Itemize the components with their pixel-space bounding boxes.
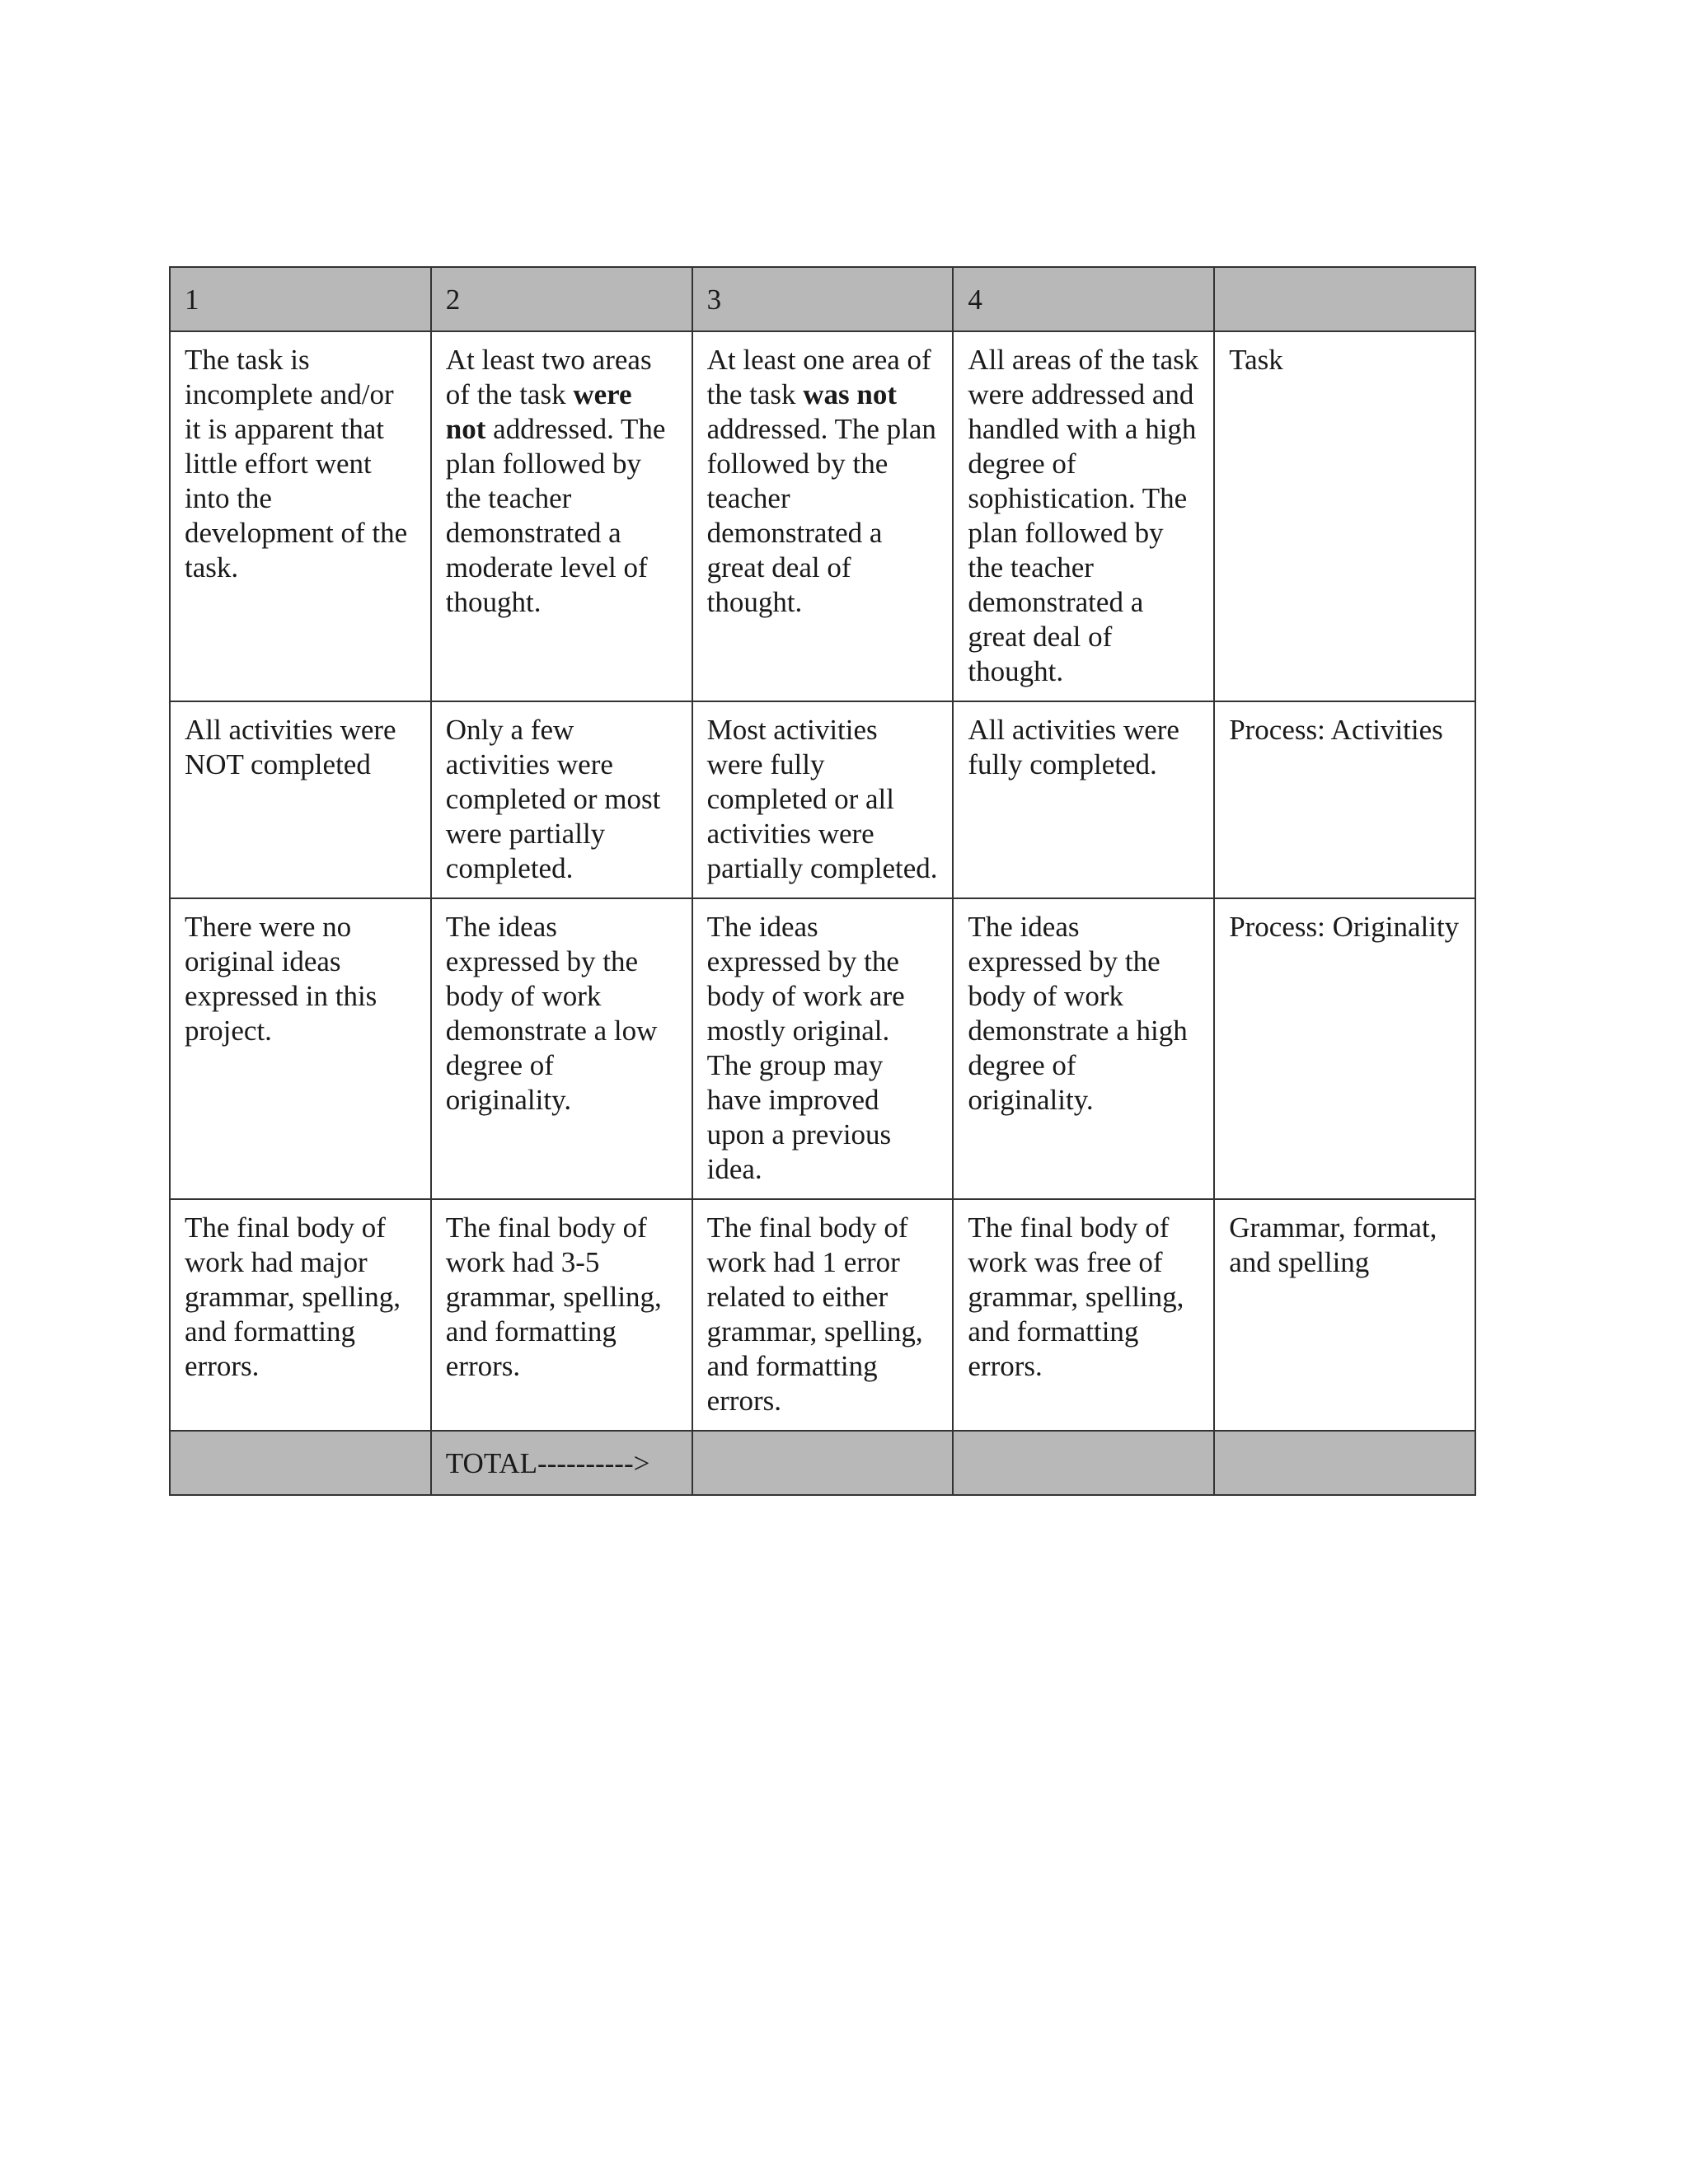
task-score-3-after: addressed. The plan followed by the teacher demonstrated a great deal of thought. xyxy=(706,413,936,618)
task-score-2-after: addressed. The plan followed by the teacher demonstrated a moderate level of thought. xyxy=(445,413,666,618)
score-header-4: 4 xyxy=(953,267,1214,331)
originality-score-1: There were no original ideas expressed in this project. xyxy=(170,898,431,1199)
activities-score-2: Only a few activities were completed or most were partially completed. xyxy=(431,701,692,898)
table-row xyxy=(170,331,1475,701)
task-score-3 xyxy=(692,331,954,701)
rubric-table xyxy=(169,266,1476,1496)
originality-criterion: Process: Originality xyxy=(1214,898,1475,1199)
grammar-score-2: The final body of work had 3-5 grammar, spelling, and formatting errors. xyxy=(431,1199,692,1431)
originality-score-4: The ideas expressed by the body of work demonstrate a high degree of originality. xyxy=(953,898,1214,1199)
score-header-2: 2 xyxy=(431,267,692,331)
activities-criterion: Process: Activities xyxy=(1214,701,1475,898)
task-score-3-emphasis: was not xyxy=(803,378,898,410)
originality-score-3: The ideas expressed by the body of work are mostly original. The group may have improved upon a previous idea. xyxy=(692,898,954,1199)
originality-score-2: The ideas expressed by the body of work demonstrate a low degree of originality. xyxy=(431,898,692,1199)
task-score-2-emphasis: were not xyxy=(445,378,632,445)
grammar-score-1: The final body of work had major grammar, spelling, and formatting errors. xyxy=(170,1199,431,1431)
total-empty-cell xyxy=(170,1431,431,1495)
criterion-header xyxy=(1214,267,1475,331)
score-header-1: 1 xyxy=(170,267,431,331)
table-row xyxy=(170,701,1475,898)
task-criterion: Task xyxy=(1214,331,1475,701)
task-score-4: All areas of the task were addressed and handled with a high degree of sophistication. The plan followed by the teacher demonstrated a great deal of thought. xyxy=(953,331,1214,701)
activities-score-1: All activities were NOT completed xyxy=(170,701,431,898)
task-score-2-before: At least two areas of the task xyxy=(445,344,652,410)
task-score-1: The task is incomplete and/or it is apparent that little effort went into the development of the task. xyxy=(170,331,431,701)
score-header-3: 3 xyxy=(692,267,954,331)
score-header-row xyxy=(170,267,1475,331)
activities-score-3: Most activities were fully completed or all activities were partially completed. xyxy=(692,701,954,898)
grammar-score-4: The final body of work was free of grammar, spelling, and formatting errors. xyxy=(953,1199,1214,1431)
total-cell-5[interactable] xyxy=(1214,1431,1475,1495)
activities-score-4: All activities were fully completed. xyxy=(953,701,1214,898)
table-row xyxy=(170,898,1475,1199)
total-row xyxy=(170,1431,1475,1495)
table-row xyxy=(170,1199,1475,1431)
total-cell-3[interactable] xyxy=(692,1431,954,1495)
total-label: TOTAL----------> xyxy=(431,1431,692,1495)
total-cell-4[interactable] xyxy=(953,1431,1214,1495)
task-score-3-before: At least one area of the task xyxy=(706,344,931,410)
grammar-score-3: The final body of work had 1 error related to either grammar, spelling, and formatting errors. xyxy=(692,1199,954,1431)
grammar-criterion: Grammar, format, and spelling xyxy=(1214,1199,1475,1431)
task-score-2 xyxy=(431,331,692,701)
